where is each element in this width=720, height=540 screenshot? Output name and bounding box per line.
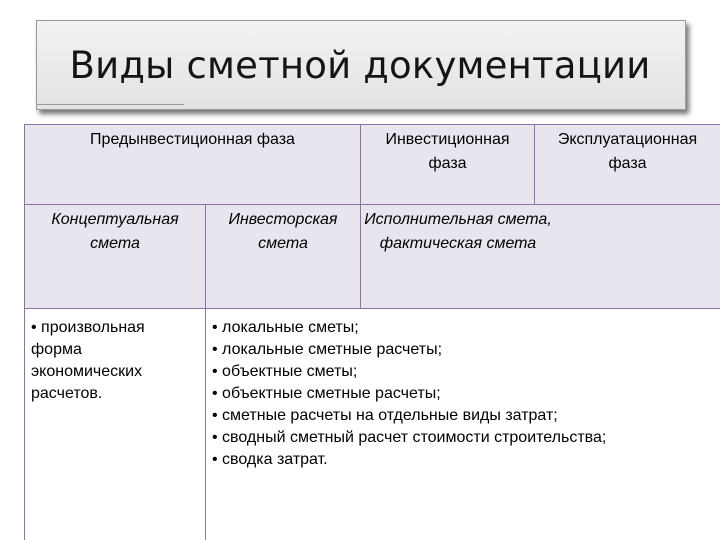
executive-estimate-cell	[360, 204, 720, 308]
operation-phase-label-2: фаза	[608, 155, 647, 172]
table-top-border	[24, 124, 720, 125]
pre-investment-phase-label: Предынвестиционная фаза	[90, 131, 295, 148]
right-detail-line-4: • объектные сметные расчеты;	[212, 385, 441, 402]
investment-phase-cell	[360, 124, 534, 204]
left-detail-line-4: расчетов.	[31, 385, 103, 402]
executive-estimate-label-2: фактическая смета	[379, 235, 537, 252]
left-detail-line-1: • произвольная	[31, 319, 145, 336]
operation-phase-cell	[534, 124, 720, 204]
right-detail-line-1: • локальные сметы;	[212, 319, 359, 336]
investment-phase-label-2: фаза	[428, 155, 467, 172]
investor-estimate-label-2: смета	[258, 235, 308, 252]
investment-phase-label-1: Инвестиционная	[385, 131, 510, 148]
page-title: Виды сметной документации	[69, 44, 651, 87]
executive-estimate-label-1: Исполнительная смета,	[364, 211, 552, 228]
right-detail-line-2: • локальные сметные расчеты;	[212, 341, 443, 358]
left-detail-line-2: форма	[31, 341, 82, 358]
left-detail-line-3: экономических	[31, 363, 143, 380]
operation-phase-label-1: Эксплуатационная	[557, 131, 698, 148]
conceptual-estimate-cell	[24, 204, 205, 308]
row2-bottom-border	[24, 308, 720, 309]
investor-executive-divider	[360, 204, 361, 308]
right-detail-line-5: • сметные расчеты на отдельные виды затрат;	[212, 407, 558, 424]
right-detail-line-3: • объектные сметы;	[212, 363, 358, 380]
conceptual-estimate-label-1: Концептуальная	[51, 211, 179, 228]
pre-investment-phase-cell	[24, 124, 360, 204]
investor-estimate-label-1: Инвесторская	[228, 211, 338, 228]
right-detail-line-6: • сводный сметный расчет стоимости строительства;	[212, 429, 607, 446]
title-underline	[36, 104, 184, 105]
row1-bottom-border	[24, 204, 720, 205]
conceptual-estimate-label-2: смета	[90, 235, 140, 252]
right-detail-line-7: • сводка затрат.	[212, 451, 328, 468]
